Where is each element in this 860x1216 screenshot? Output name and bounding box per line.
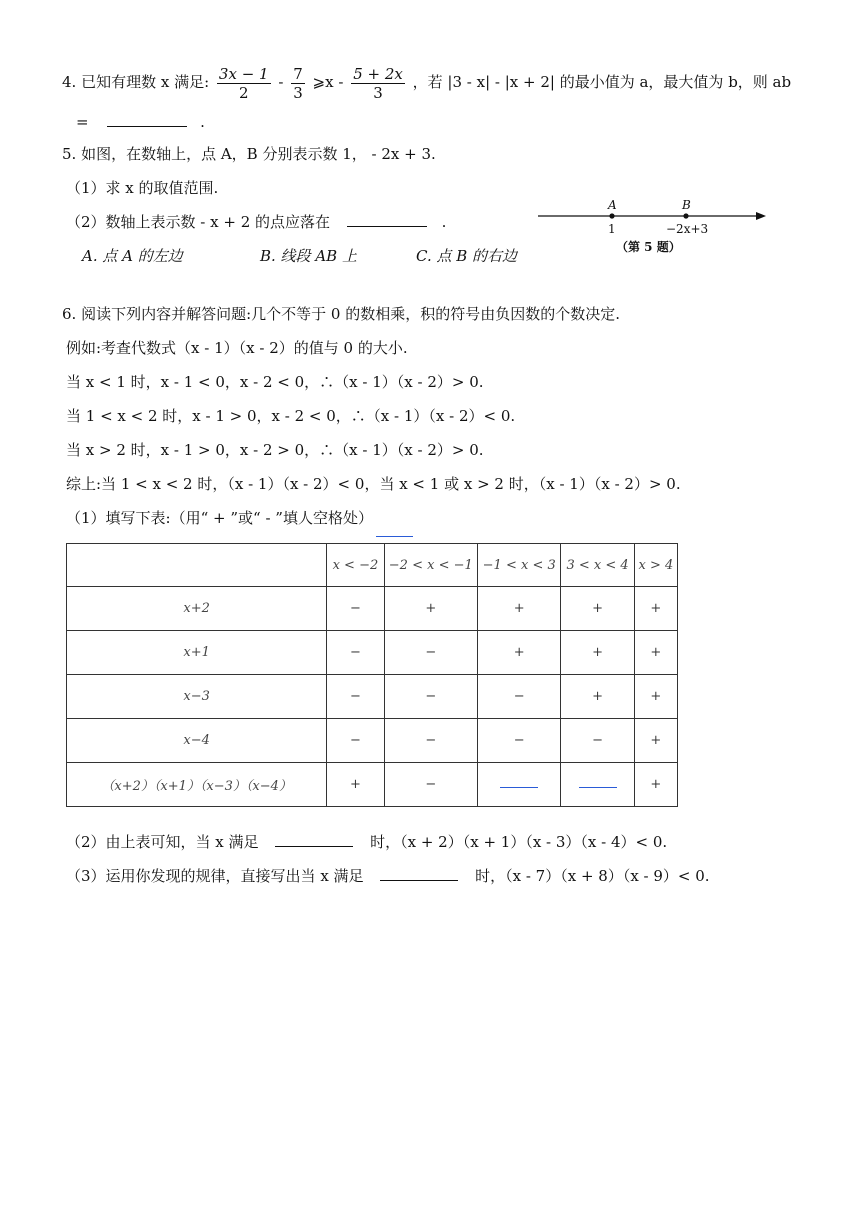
q4-geq: ⩾x - [312, 73, 344, 91]
table-row-label: x+1 [67, 631, 327, 675]
q6-case-3: 当 x > 2 时，x - 1 > 0，x - 2 > 0，∴（x - 1）（x - 2）> 0. [66, 441, 484, 459]
table-header-cell: x > 4 [634, 544, 677, 587]
table-cell: − [327, 631, 384, 675]
q6-part-2-blank[interactable] [275, 832, 353, 847]
table-row-label: x+2 [67, 587, 327, 631]
q5-answer-blank[interactable] [347, 212, 427, 227]
q5-part-2 [66, 212, 446, 232]
answer-blank-underline[interactable] [500, 777, 538, 788]
table-answer-cell[interactable] [561, 763, 634, 807]
table-cell: − [384, 719, 477, 763]
table-cell: + [634, 675, 677, 719]
q6-part-3-tail: 时，（x - 7）（x + 8）（x - 9）< 0. [475, 867, 710, 885]
q4-line [62, 60, 791, 104]
q5-option-a: A. 点 A 的左边 [82, 247, 183, 265]
table-row-label: x−3 [67, 675, 327, 719]
q6-part-3-blank[interactable] [380, 866, 458, 881]
table-cell: − [384, 675, 477, 719]
table-cell: + [561, 587, 634, 631]
q5-number-line-figure [536, 196, 768, 266]
table-header-cell: −1 < x < 3 [478, 544, 561, 587]
q4-frac3-num: 5 + 2x [353, 64, 403, 83]
answer-blank-underline[interactable] [579, 777, 617, 788]
table-cell: + [561, 675, 634, 719]
table-cell: − [327, 719, 384, 763]
q6-case-1: 当 x < 1 时，x - 1 < 0，x - 2 < 0，∴（x - 1）（x - 2）> 0. [66, 373, 484, 391]
sign-table [66, 543, 678, 807]
q5-part-2-text: （2）数轴上表示数 - x + 2 的点应落在 [66, 213, 331, 231]
table-cell: − [384, 763, 477, 807]
q5-stem: 5. 如图，在数轴上，点 A，B 分别表示数 1， - 2x + 3. [62, 145, 436, 163]
q5-option-b: B. 线段 AB 上 [260, 247, 357, 265]
table-cell: + [561, 631, 634, 675]
q4-answer-line [76, 112, 205, 132]
q4-frac1-num: 3x − 1 [218, 64, 269, 83]
table-header-cell: 3 < x < 4 [561, 544, 634, 587]
table-cell: + [634, 587, 677, 631]
q6-intro: 6. 阅读下列内容并解答问题:几个不等于 0 的数相乘，积的符号由负因数的个数决定. [62, 305, 620, 323]
table-row [67, 719, 678, 763]
table-cell: + [634, 631, 677, 675]
number-line-axis [536, 204, 768, 234]
q6-part-2-text: （2）由上表可知，当 x 满足 [66, 833, 259, 851]
q6-part-3-text: （3）运用你发现的规律，直接写出当 x 满足 [66, 867, 364, 885]
q6-example: 例如:考查代数式（x - 1）（x - 2）的值与 0 的大小. [66, 339, 408, 357]
table-cell: + [384, 587, 477, 631]
q5-option-c: C. 点 B 的右边 [416, 247, 518, 265]
table-row-label: x−4 [67, 719, 327, 763]
point-a-label: A [608, 198, 617, 212]
table-row-label: （x+2）（x+1）（x−3）（x−4） [67, 763, 327, 807]
q4-fraction-1 [217, 65, 271, 102]
q4-fraction-2 [291, 65, 305, 102]
blue-underline-mark [376, 536, 413, 537]
figure-caption: （第 5 题） [616, 240, 681, 254]
table-cell: + [478, 631, 561, 675]
q4-prefix: 4. 已知有理数 x 满足: [62, 73, 210, 91]
table-header-cell: −2 < x < −1 [384, 544, 477, 587]
table-row [67, 587, 678, 631]
table-cell: + [634, 719, 677, 763]
table-cell: − [561, 719, 634, 763]
table-answer-cell[interactable] [478, 763, 561, 807]
table-cell: − [327, 587, 384, 631]
table-cell: − [478, 719, 561, 763]
point-b-label: B [682, 198, 691, 212]
q4-suffix: ，若 |3 - x| - |x + 2| 的最小值为 a，最大值为 b，则 ab [412, 73, 792, 91]
point-b-dot [683, 213, 688, 218]
q5-part-1: （1）求 x 的取值范围. [66, 179, 219, 197]
table-row [67, 675, 678, 719]
q4-frac2-den: 3 [293, 83, 303, 102]
q5-part-2-period: . [441, 213, 447, 231]
q4-equals: = [76, 113, 89, 131]
point-a-value: 1 [608, 222, 616, 236]
q6-part-2 [66, 832, 667, 852]
table-cell: + [478, 587, 561, 631]
table-cell: − [478, 675, 561, 719]
table-cell: + [634, 763, 677, 807]
q4-answer-blank[interactable] [107, 112, 187, 127]
table-header-cell [67, 544, 327, 587]
table-header-row [67, 544, 678, 587]
table-cell: − [384, 631, 477, 675]
table-header-cell: x < −2 [327, 544, 384, 587]
q4-period: . [200, 113, 205, 131]
point-b-value: −2x+3 [666, 222, 709, 236]
table-cell: − [327, 675, 384, 719]
q6-case-2: 当 1 < x < 2 时，x - 1 > 0，x - 2 < 0，∴（x - 1）（x - 2）< 0. [66, 407, 516, 425]
q4-fraction-3 [351, 65, 405, 102]
table-cell: + [327, 763, 384, 807]
table-row [67, 763, 678, 807]
point-a-dot [609, 213, 614, 218]
q4-frac1-den: 2 [238, 83, 249, 102]
q6-part-2-tail: 时，（x + 2）（x + 1）（x - 3）（x - 4）< 0. [370, 833, 668, 851]
q4-minus: - [278, 73, 284, 91]
q6-part-1: （1）填写下表:（用“ + ”或“ - ”填人空格处） [66, 509, 373, 527]
table-row [67, 631, 678, 675]
q4-frac3-den: 3 [373, 83, 383, 102]
q6-part-3 [66, 866, 710, 886]
q6-summary: 综上:当 1 < x < 2 时，（x - 1）（x - 2）< 0，当 x < 1 或 x > 2 时，（x - 1）（x - 2）> 0. [66, 475, 681, 493]
q4-frac2-num: 7 [293, 64, 303, 83]
arrow-right-icon [756, 212, 766, 220]
